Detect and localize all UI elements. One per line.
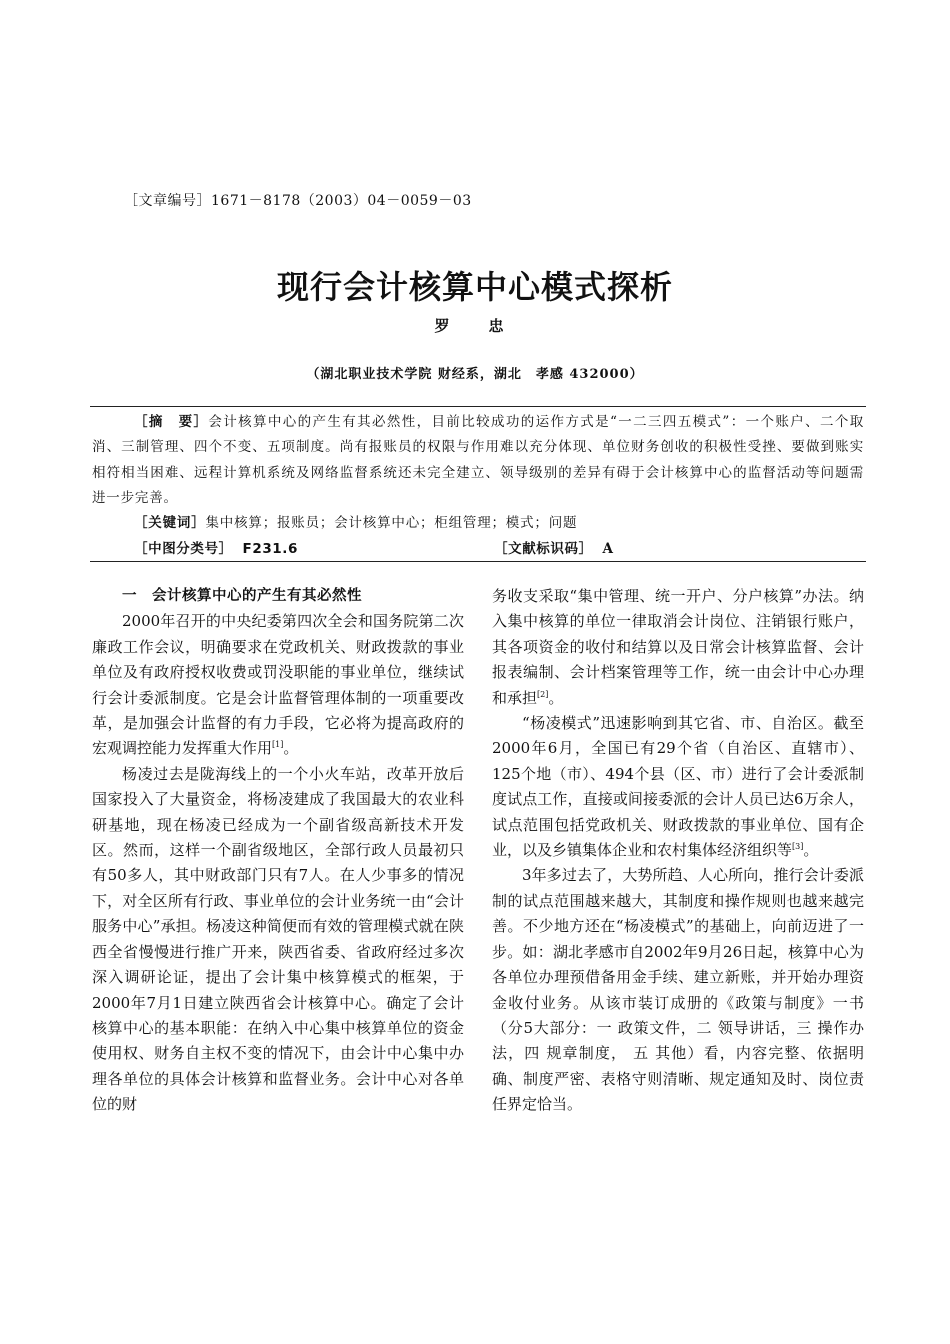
abstract-label: ［摘 要］ [134,414,209,430]
keywords [134,511,577,531]
citation-ref: [3] [792,842,804,852]
document-code [494,537,614,557]
classification-label: ［中图分类号］ [134,541,233,557]
document-code-label: ［文献标识码］ [494,541,593,557]
keywords-label: ［关键词］ [134,515,206,531]
paper-title: 现行会计核算中心模式探析 [276,268,673,306]
abstract [92,410,864,511]
top-rule [90,406,866,407]
document-code-value: A [602,541,614,557]
classification-number [134,537,298,557]
paragraph: 2000年召开的中央纪委第四次全会和国务院第二次廉政工作会议，明确要求在党政机关、财政拨款的事业单位及有政府授权收费或罚没职能的事业单位，继续试行会计委派制度。它是会计监督管理体制的一项重要改革，是加强会计监督的有力手段，它必将为提高政府的宏观调控能力发挥重大作用[1]。 [92,612,464,758]
citation-ref: [2] [537,689,549,699]
paragraph: 杨凌过去是陇海线上的一个小火车站，改革开放后国家投入了大量资金，将杨凌建成了我国最大的农业科研基地，现在杨凌已经成为一个副省级高新技术开发区。然而，这样一个副省级地区，全部行政人员最初只有50多人，其中财政部门只有7人。在人少事多的情况下，对全区所有行政、事业单位的会计业务统一由“会计服务中心”承担。杨凌这种简便而有效的管理模式就在陕西全省慢慢进行推广开来，陕西省委、省政府经过多次深入调研论证，提出了会计集中核算模式的框架，于2000年7月1日建立陕西省会计核算中心。确定了会计核算中心的基本职能：在纳入中心集中核算单位的资金使用权、财务自主权不变的情况下，由会计中心集中办理各单位的具体会计核算和监督业务。会计中心对各单位的财 [92,764,464,1114]
bottom-rule [90,561,866,562]
left-column [92,584,464,1118]
abstract-text: 会计核算中心的产生有其必然性，目前比较成功的运作方式是“一二三四五模式”：一个账户、二个取消、三制管理、四个不变、五项制度。尚有报账员的权限与作用难以充分体现、单位财务创收的积极性受挫、要做到账实相符相当困难、远程计算机系统及网络监督系统还未完全建立、领导级别的差异有碍于会计核算中心的监督活动等问题需进一步完善。 [92,414,865,506]
right-column [492,584,864,1118]
paragraph: 3年多过去了，大势所趋、人心所向，推行会计委派制的试点范围越来越大，其制度和操作规则也越来越完善。不少地方还在“杨凌模式”的基础上，向前迈进了一步。如：湖北孝感市自2002年9月26日起，核算中心为各单位办理预借备用金手续、建立新账，并开始办理资金收付业务。从该市装订成册的《政策与制度》一书（分5大部分：一 政策文件，二 领导讲话，三 操作办法，四 规章制度， 五 其他）看，内容完整、依据明确、制度严密、表格守则清晰、规定通知及时、岗位责任界定恰当。 [492,866,864,1114]
citation-ref: [1] [272,740,284,750]
paragraph: “杨凌模式”迅速影响到其它省、市、自治区。截至2000年6月，全国已有29个省（自治区、直辖市）、125个地（市）、494个县（区、市）进行了会计委派制度试点工作，直接或间接委派的会计人员已达6万余人，试点范围包括党政机关、财政拨款的事业单位、国有企业，以及乡镇集体企业和农村集体经济组织等[3]。 [492,714,864,860]
article-number: ［文章编号］1671－8178（2003）04－0059－03 [124,193,472,209]
classification-value: F231.6 [242,541,299,557]
author-affiliation: （湖北职业技术学院 财经系，湖北 孝感 432000） [306,367,644,382]
keywords-text: 集中核算；报账员；会计核算中心；柜组管理；模式；问题 [205,515,578,531]
author-name: 罗 忠 [434,317,516,335]
paragraph: 务收支采取“集中管理、统一开户、分户核算”办法。纳入集中核算的单位一律取消会计岗位、注销银行账户，其各项资金的收付和结算以及日常会计核算监督、会计报表编制、会计档案管理等工作，统一由会计中心办理和承担[2]。 [492,587,864,707]
section-heading: 一 会计核算中心的产生有其必然性 [122,588,362,604]
